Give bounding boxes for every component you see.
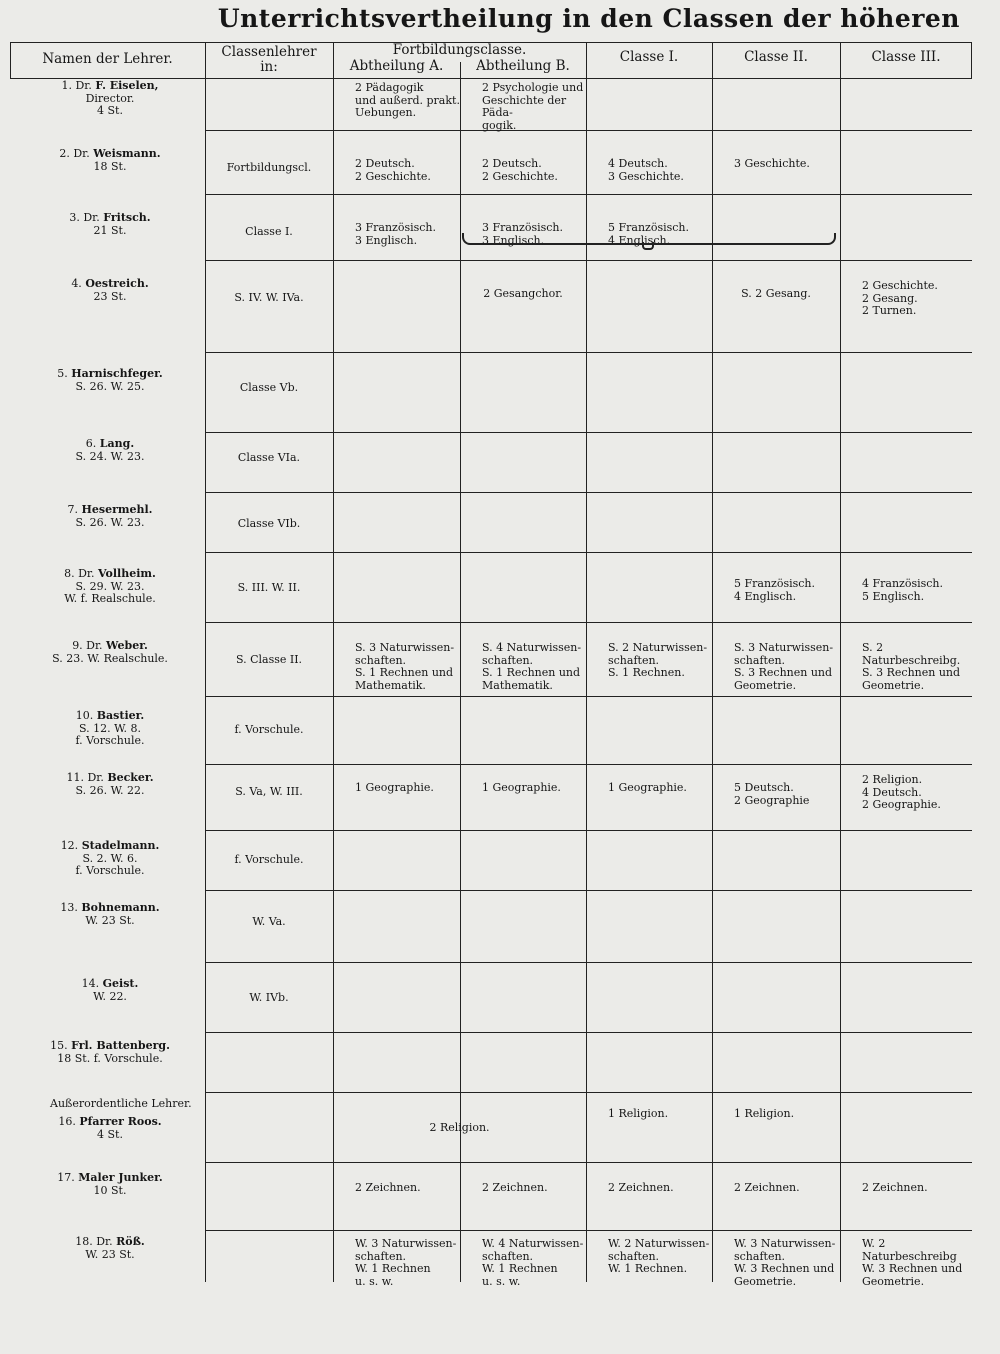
teacher-name: Frl. Battenberg. xyxy=(71,1039,170,1052)
teacher-name: Röß. xyxy=(116,1235,145,1248)
teacher-number: 1. Dr. xyxy=(61,79,96,92)
teacher-hours: 23 St. xyxy=(93,289,127,303)
teacher-name: Stadelmann. xyxy=(81,839,160,852)
teacher-number: 8. Dr. xyxy=(64,567,98,580)
teacher-hours: Director. 4 St. xyxy=(85,91,135,117)
teacher-cell xyxy=(20,278,200,303)
cell-b: S. 4 Naturwissen- schaften. S. 1 Rechnen und Mathematik. xyxy=(482,641,582,692)
teacher-name: Hesermehl. xyxy=(81,503,153,516)
teacher-hours: W. 22. xyxy=(93,989,127,1003)
teacher-number: 18. Dr. xyxy=(75,1235,117,1248)
cell-c3: S. 2 Naturbeschreibg. S. 3 Rechnen und Geometrie. xyxy=(862,641,961,692)
cell-b: W. 4 Naturwissen- schaften. W. 1 Rechnen u. s. w. xyxy=(482,1237,584,1288)
teacher-cell xyxy=(20,568,200,606)
teacher-name: F. Eiselen, xyxy=(95,79,159,92)
teacher-number: 13. xyxy=(60,901,82,914)
cell-c1: S. 2 Naturwissen- schaften. S. 1 Rechnen. xyxy=(608,641,708,679)
teacher-cell xyxy=(20,148,200,173)
cell-c2: 2 Zeichnen. xyxy=(734,1181,800,1194)
cell-a: 3 Französisch. 3 Englisch. xyxy=(355,221,436,247)
classteacher-cell: f. Vorschule. xyxy=(234,723,304,736)
classteacher-cell: W. Va. xyxy=(252,915,286,928)
cell-a: 1 Geographie. xyxy=(355,781,434,794)
row-rule xyxy=(205,764,972,765)
cell-c2: S. 3 Naturwissen- schaften. S. 3 Rechnen und Geometrie. xyxy=(734,641,834,692)
row-rule xyxy=(205,492,972,493)
col-rule-abt-b xyxy=(460,62,461,1282)
teacher-name: Becker. xyxy=(107,771,154,784)
cell-c2: 5 Französisch. 4 Englisch. xyxy=(734,577,815,603)
cell-c1: W. 2 Naturwissen- schaften. W. 1 Rechnen. xyxy=(608,1237,710,1275)
row-rule xyxy=(205,552,972,553)
teacher-hours: S. 29. W. 23. W. f. Realschule. xyxy=(64,579,156,605)
teacher-number: 6. xyxy=(85,437,100,450)
classteacher-cell: Classe VIb. xyxy=(237,517,301,530)
cell-c3: 2 Zeichnen. xyxy=(862,1181,928,1194)
cell-b: 3 Französisch. 3 Englisch. xyxy=(482,221,563,247)
teacher-hours: S. 2. W. 6. f. Vorschule. xyxy=(75,851,145,877)
col-rule-abt-a xyxy=(333,42,334,1282)
row-rule xyxy=(205,432,972,433)
row-rule xyxy=(205,260,972,261)
cell-c2: 5 Deutsch. 2 Geographie xyxy=(734,781,810,807)
teacher-hours: S. 26. W. 23. xyxy=(75,515,145,529)
header-classteacher: Classenlehrer in: xyxy=(221,44,317,75)
teacher-number: 10. xyxy=(75,709,97,722)
teacher-number: 16. xyxy=(58,1115,80,1128)
teacher-cell xyxy=(20,978,200,1003)
classteacher-cell: W. IVb. xyxy=(249,991,289,1004)
cell-c3: W. 2 Naturbeschreibg W. 3 Rechnen und Geometrie. xyxy=(862,1237,963,1288)
teacher-number: 11. Dr. xyxy=(66,771,108,784)
header-classe-3: Classe III. xyxy=(871,49,941,65)
page-title: Unterrichtsvertheilung in den Classen der höheren xyxy=(217,4,960,33)
teacher-cell xyxy=(20,368,200,393)
teacher-number: 17. xyxy=(57,1171,79,1184)
row-rule xyxy=(205,1092,972,1093)
classteacher-cell: Classe Vb. xyxy=(239,381,299,394)
teacher-cell xyxy=(20,640,200,665)
cell-a: 2 Pädagogik und außerd. prakt. Uebungen. xyxy=(355,81,460,119)
teacher-name: Harnischfeger. xyxy=(71,367,163,380)
teacher-number: 2. Dr. xyxy=(59,147,94,160)
teacher-cell xyxy=(20,438,200,463)
teacher-name: Geist. xyxy=(102,977,139,990)
cell-c2: W. 3 Naturwissen- schaften. W. 3 Rechnen und Geometrie. xyxy=(734,1237,836,1288)
row-rule xyxy=(205,130,972,131)
teacher-hours: 18 St. xyxy=(93,159,127,173)
teacher-name: Bastier. xyxy=(96,709,145,722)
teacher-name: Pfarrer Roos. xyxy=(79,1115,162,1128)
row-rule xyxy=(205,1032,972,1033)
col-rule-c3 xyxy=(840,42,841,1282)
cell-c3: 2 Geschichte. 2 Gesang. 2 Turnen. xyxy=(862,279,938,317)
cell-c1: 4 Deutsch. 3 Geschichte. xyxy=(608,157,684,183)
cell-c3: 2 Religion. 4 Deutsch. 2 Geographie. xyxy=(862,773,941,811)
col-rule-c1 xyxy=(586,42,587,1282)
classteacher-cell: S. III. W. II. xyxy=(237,581,301,594)
teacher-number: 9. Dr. xyxy=(72,639,107,652)
row-rule xyxy=(205,890,972,891)
teacher-cell xyxy=(20,1172,200,1197)
teacher-cell xyxy=(20,710,200,748)
classteacher-cell: S. Va, W. III. xyxy=(235,785,303,798)
cell-a: 2 Deutsch. 2 Geschichte. xyxy=(355,157,431,183)
cell-b: 1 Geographie. xyxy=(482,781,561,794)
teacher-cell xyxy=(20,80,200,118)
row-rule xyxy=(205,1230,972,1231)
cell-c1: 2 Zeichnen. xyxy=(608,1181,674,1194)
teacher-number: 12. xyxy=(60,839,82,852)
row-rule xyxy=(205,696,972,697)
cell-a: 2 Zeichnen. xyxy=(355,1181,421,1194)
teacher-hours: W. 23 St. xyxy=(85,913,135,927)
cell-c2: 3 Geschichte. xyxy=(734,157,810,170)
cell-c1: 1 Geographie. xyxy=(608,781,687,794)
classteacher-cell: Fortbildungscl. xyxy=(226,161,312,174)
header-abt-a: Abtheilung A. xyxy=(349,58,444,74)
teacher-number: 15. xyxy=(50,1039,72,1052)
row-rule xyxy=(205,830,972,831)
teacher-hours: S. 24. W. 23. xyxy=(75,449,145,463)
teacher-number: 4. xyxy=(71,277,86,290)
teacher-cell xyxy=(20,1236,200,1261)
teacher-hours: S. 12. W. 8. f. Vorschule. xyxy=(75,721,145,747)
teacher-name: Weismann. xyxy=(93,147,161,160)
teacher-name: Fritsch. xyxy=(103,211,151,224)
classteacher-cell: S. IV. W. IVa. xyxy=(234,291,304,304)
teacher-name: Weber. xyxy=(106,639,148,652)
cell-a: S. 3 Naturwissen- schaften. S. 1 Rechnen und Mathematik. xyxy=(355,641,455,692)
teacher-name: Lang. xyxy=(99,437,135,450)
teacher-number: 3. Dr. xyxy=(69,211,104,224)
cell-c2: 1 Religion. xyxy=(734,1107,795,1120)
cell-a: W. 3 Naturwissen- schaften. W. 1 Rechnen u. s. w. xyxy=(355,1237,457,1288)
cell-c3: 4 Französisch. 5 Englisch. xyxy=(862,577,943,603)
teacher-number: 7. xyxy=(67,503,82,516)
teacher-hours: S. 26. W. 25. xyxy=(75,379,145,393)
row-rule xyxy=(205,352,972,353)
teacher-hours: S. 26. W. 22. xyxy=(75,783,145,797)
header-abt-b: Abtheilung B. xyxy=(476,58,570,74)
teacher-cell xyxy=(20,1116,200,1141)
header-fortbildung: Fortbildungsclasse. xyxy=(392,42,527,58)
cell-c1: 1 Religion. xyxy=(608,1107,669,1120)
teacher-name: Oestreich. xyxy=(85,277,149,290)
classteacher-cell: Classe VIa. xyxy=(237,451,301,464)
teacher-name: Vollheim. xyxy=(97,567,156,580)
row-rule xyxy=(205,622,972,623)
classteacher-cell: f. Vorschule. xyxy=(234,853,304,866)
header-classe-2: Classe II. xyxy=(744,49,808,65)
teacher-cell xyxy=(20,1040,200,1065)
teacher-cell xyxy=(20,772,200,797)
teacher-cell xyxy=(20,504,200,529)
cell-c1: 5 Französisch. 4 Englisch. xyxy=(608,221,689,247)
brace-tip xyxy=(642,242,654,250)
teacher-number: 5. xyxy=(57,367,72,380)
teacher-hours: 18 St. f. Vorschule. xyxy=(57,1051,163,1065)
teacher-hours: S. 23. W. Realschule. xyxy=(52,651,168,665)
teacher-hours: 10 St. xyxy=(93,1183,127,1197)
cell-c2: S. 2 Gesang. xyxy=(741,287,811,300)
cell-b: 2 Deutsch. 2 Geschichte. xyxy=(482,157,558,183)
row-rule xyxy=(205,194,972,195)
schedule-table xyxy=(10,42,972,1288)
cell-b: 2 Gesangchor. xyxy=(483,287,563,300)
classteacher-cell: S. Classe II. xyxy=(235,653,303,666)
teacher-name: Bohnemann. xyxy=(81,901,160,914)
section-label-extraordinary: Außerordentliche Lehrer. xyxy=(50,1097,192,1110)
teacher-number: 14. xyxy=(81,977,103,990)
teacher-cell xyxy=(20,212,200,237)
col-rule-c2 xyxy=(712,42,713,1282)
header-classe-1: Classe I. xyxy=(619,49,679,65)
teacher-hours: 21 St. xyxy=(93,223,127,237)
teacher-hours: 4 St. xyxy=(97,1127,123,1141)
cell-fortbildung-joint: 2 Religion. xyxy=(429,1121,490,1134)
teacher-name: Maler Junker. xyxy=(78,1171,163,1184)
classteacher-cell: Classe I. xyxy=(245,225,293,238)
row-rule xyxy=(205,962,972,963)
cell-b: 2 Psychologie und Geschichte der Päda- gogik. xyxy=(482,81,584,132)
cell-b: 2 Zeichnen. xyxy=(482,1181,548,1194)
teacher-cell xyxy=(20,840,200,878)
header-names: Namen der Lehrer. xyxy=(42,51,173,67)
teacher-hours: W. 23 St. xyxy=(85,1247,135,1261)
row-rule xyxy=(205,1162,972,1163)
teacher-cell xyxy=(20,902,200,927)
